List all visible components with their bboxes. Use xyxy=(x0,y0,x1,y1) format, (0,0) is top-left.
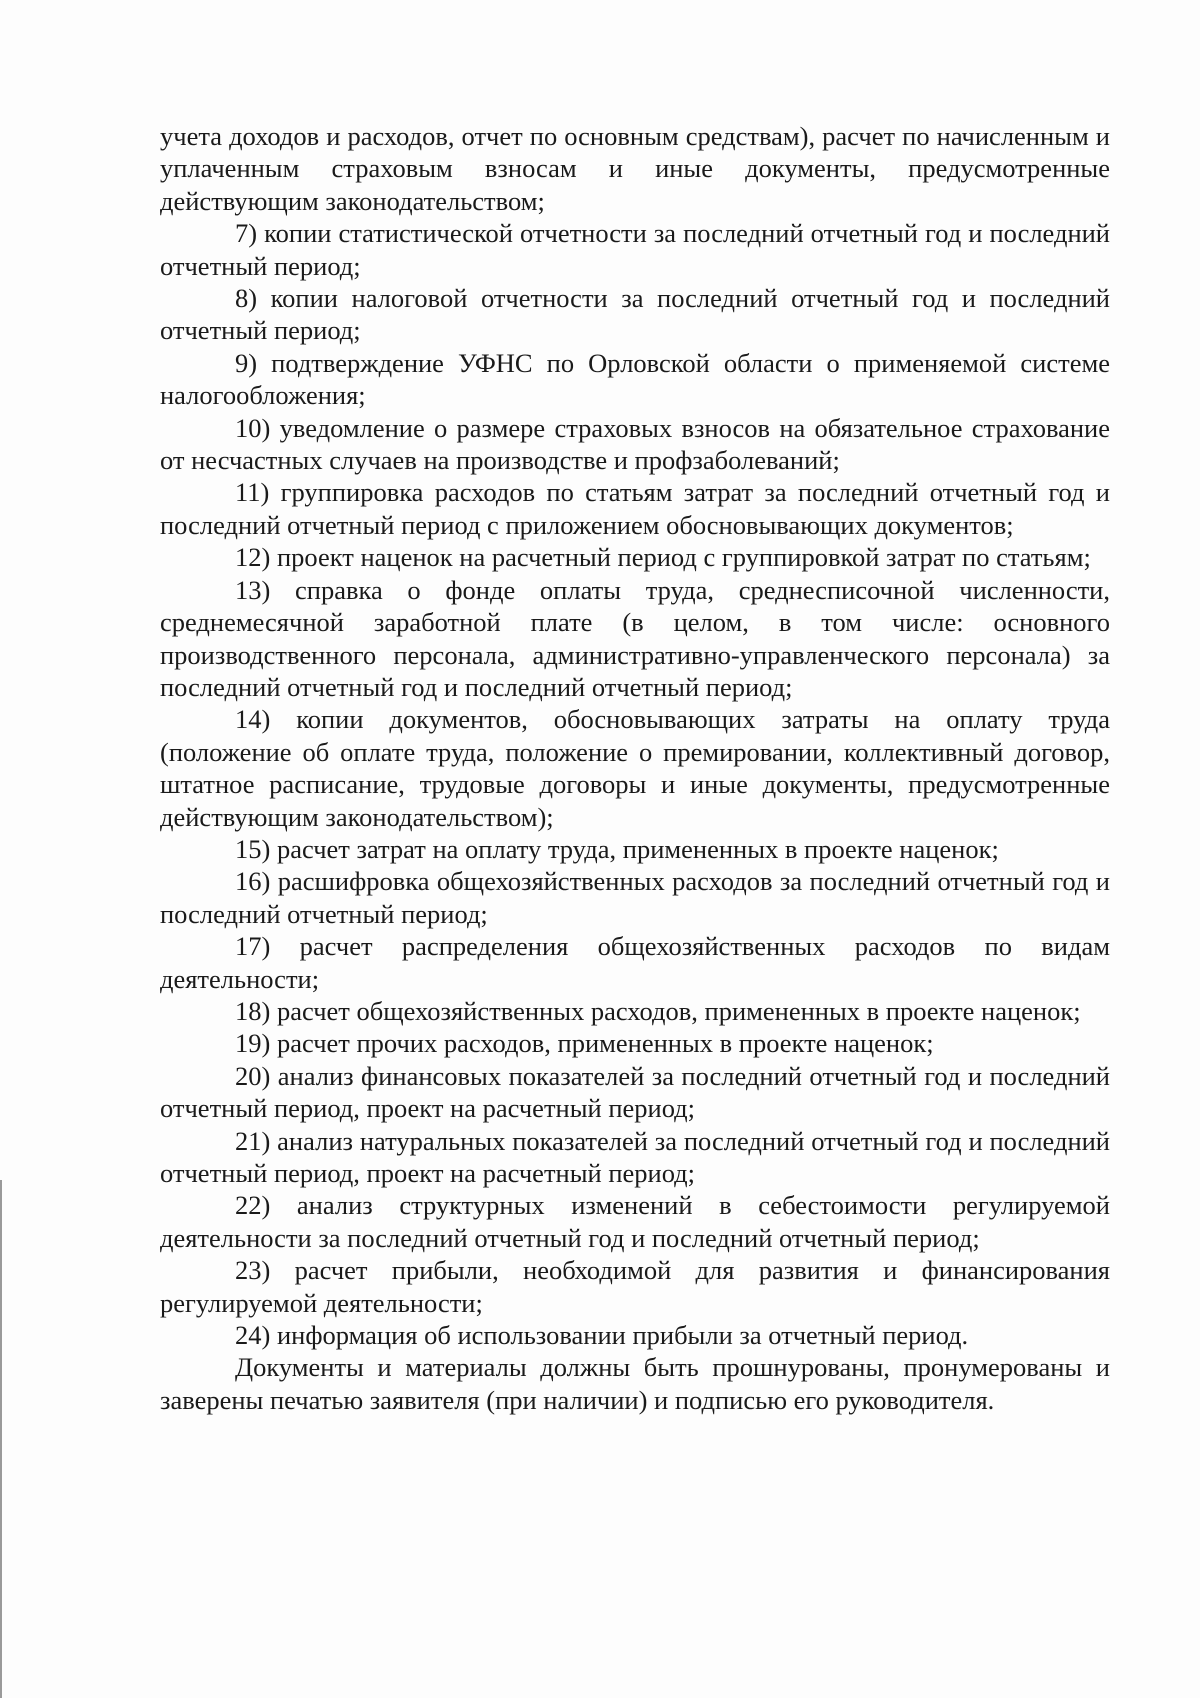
list-item-19: 19) расчет прочих расходов, примененных в проекте наценок; xyxy=(235,1028,934,1059)
document-body xyxy=(160,120,1110,1416)
list-item-12: 12) проект наценок на расчетный период с группировкой затрат по статьям; xyxy=(235,542,1091,573)
list-item-10: 10) уведомление о размере страховых взносов на обязательное страхование от несчастных случаев на производстве и профзаболеваний; xyxy=(160,412,1110,476)
list-item-8: 8) копии налоговой отчетности за последний отчетный год и последний отчетный период; xyxy=(160,283,1110,346)
list-item-18: 18) расчет общехозяйственных расходов, примененных в проекте наценок; xyxy=(235,995,1081,1026)
list-item-22: 22) анализ структурных изменений в себестоимости регулируемой деятельности за последний отчетный год и последний отчетный период; xyxy=(160,1190,1110,1253)
list-item-21: 21) анализ натуральных показателей за последний отчетный год и последний отчетный период, проект на расчетный период; xyxy=(160,1125,1110,1188)
list-item-14: 14) копии документов, обосновывающих затраты на оплату труда (положение об оплате труда, положение о премировании, коллективный договор, штатное расписание, трудовые договоры и иные документы, предусмотренные действующим законодательством); xyxy=(160,704,1110,832)
list-item-15: 15) расчет затрат на оплату труда, примененных в проекте наценок; xyxy=(235,833,999,864)
list-item-11: 11) группировка расходов по статьям затрат за последний отчетный год и последний отчетный период с приложением обосновывающих документов; xyxy=(160,477,1110,540)
list-item-9: 9) подтверждение УФНС по Орловской области о применяемой системе налогообложения; xyxy=(160,347,1110,411)
closing-paragraph: Документы и материалы должны быть прошнурованы, пронумерованы и заверены печатью заявителя (при наличии) и подписью его руководителя. xyxy=(160,1352,1110,1415)
list-item-7: 7) копии статистической отчетности за последний отчетный год и последний отчетный период; xyxy=(160,218,1110,281)
list-item-16: 16) расшифровка общехозяйственных расходов за последний отчетный год и последний отчетный период; xyxy=(160,866,1110,929)
list-item-20: 20) анализ финансовых показателей за последний отчетный год и последний отчетный период, проект на расчетный период; xyxy=(160,1060,1110,1124)
list-item-24: 24) информация об использовании прибыли за отчетный период. xyxy=(235,1320,969,1351)
list-item-17: 17) расчет распределения общехозяйственных расходов по видам деятельности; xyxy=(160,931,1110,994)
list-item-23: 23) расчет прибыли, необходимой для развития и финансирования регулируемой деятельности; xyxy=(160,1255,1110,1318)
paragraph-continuation: учета доходов и расходов, отчет по основным средствам), расчет по начисленным и уплаченным страховым взносам и иные документы, предусмотренные действующим законодательством; xyxy=(160,121,1110,216)
list-item-13: 13) справка о фонде оплаты труда, среднесписочной численности, среднемесячной заработной плате (в целом, в том числе: основного производственного персонала, административно-управленческого персонала) за последний отчетный год и последний отчетный период; xyxy=(160,574,1110,702)
scan-edge-shadow xyxy=(0,1180,2,1698)
